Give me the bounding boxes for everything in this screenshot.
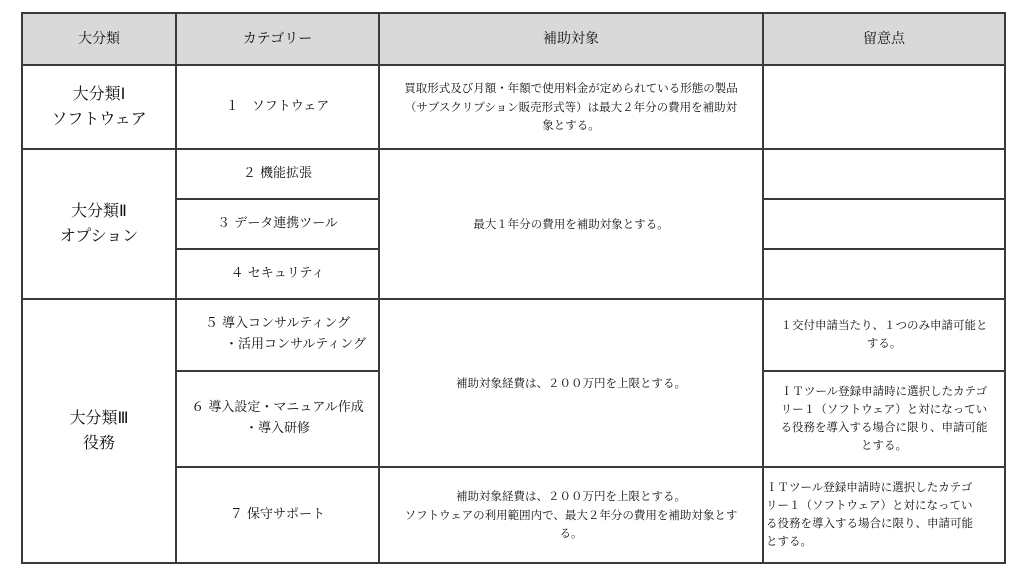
- notes-cell: [763, 249, 1005, 299]
- major-category-cell: [22, 149, 176, 299]
- category-label: ６ 導入設定・マニュアル作成: [191, 400, 364, 416]
- major-category-label: 大分類Ⅰ: [72, 84, 126, 104]
- notes-cell: [763, 371, 1005, 467]
- notes-text: とする。: [861, 437, 907, 452]
- header-subsidy-target: 補助対象: [379, 13, 763, 65]
- category-label: ・活用コンサルティング: [224, 337, 367, 352]
- category-label: ５ 導入コンサルティング: [204, 316, 351, 332]
- category-label: ７ 保守サポート: [229, 506, 326, 522]
- subsidy-target-text: （サブスクリプション販売形式等）は最大２年分の費用を補助対: [404, 99, 738, 114]
- notes-text: る役務を導入する場合に限り、申請可能: [766, 516, 973, 530]
- category-cell: [176, 467, 379, 563]
- notes-cell: [763, 299, 1005, 371]
- header-notes: 留意点: [763, 13, 1005, 65]
- notes-text: ＩＴツール登録申請時に選択したカテゴ: [766, 480, 973, 495]
- notes-text: リー１（ソフトウェア）と対になってい: [780, 402, 988, 417]
- subsidy-target-text: 補助対象経費は、２００万円を上限とする。: [456, 489, 686, 504]
- subsidy-target-text: ソフトウェアの利用範囲内で、最大２年分の費用を補助対象とす: [404, 507, 738, 522]
- table-row: [22, 149, 1005, 199]
- category-label: ４ セキュリティ: [230, 265, 325, 281]
- subsidy-target-cell: [379, 149, 763, 299]
- subsidy-target-text: 補助対象経費は、２００万円を上限とする。: [456, 375, 686, 390]
- category-label: ３ データ連携ツール: [217, 215, 338, 231]
- subsidy-target-cell: [379, 299, 763, 467]
- subsidy-target-text: 買取形式及び月額・年額で使用料金が定められている形態の製品: [404, 81, 738, 96]
- category-cell: [176, 149, 379, 199]
- notes-cell: [763, 65, 1005, 149]
- notes-cell: [763, 199, 1005, 249]
- notes-text: １交付申請当たり、１つのみ申請可能と: [780, 318, 988, 333]
- subsidy-target-text: る。: [559, 526, 583, 541]
- category-cell: [176, 199, 379, 249]
- header-category: カテゴリー: [176, 13, 379, 65]
- major-category-name: ソフトウェア: [51, 109, 147, 128]
- subsidy-target-cell: [379, 65, 763, 149]
- notes-text: リー１（ソフトウェア）と対になってい: [766, 498, 973, 513]
- notes-text: とする。: [766, 533, 812, 548]
- subsidy-target-cell: [379, 467, 763, 563]
- category-cell: [176, 249, 379, 299]
- table-row: [22, 65, 1005, 149]
- notes-text: ＩＴツール登録申請時に選択したカテゴ: [780, 384, 988, 399]
- notes-cell: [763, 149, 1005, 199]
- category-cell: [176, 65, 379, 149]
- notes-text: する。: [866, 336, 902, 350]
- notes-text: る役務を導入する場合に限り、申請可能: [780, 420, 988, 434]
- category-cell: [176, 371, 379, 467]
- notes-cell: [763, 467, 1005, 563]
- subsidy-target-text: 象とする。: [542, 118, 600, 133]
- header-row: [22, 13, 1005, 65]
- subsidy-target-text: 最大１年分の費用を補助対象とする。: [473, 216, 669, 231]
- subsidy-table: [21, 12, 1006, 564]
- table-row: [22, 299, 1005, 371]
- major-category-label: 大分類Ⅲ: [69, 408, 129, 428]
- category-label: ２ 機能拡張: [242, 165, 313, 181]
- major-category-cell: [22, 299, 176, 563]
- category-cell: [176, 299, 379, 371]
- major-category-label: 大分類Ⅱ: [71, 201, 127, 221]
- major-category-name: 役務: [82, 433, 115, 452]
- category-label: ・導入研修: [244, 421, 310, 436]
- category-label: １ ソフトウェア: [225, 98, 330, 114]
- header-major-category: 大分類: [22, 13, 176, 65]
- major-category-name: オプション: [59, 226, 139, 245]
- major-category-cell: [22, 65, 176, 149]
